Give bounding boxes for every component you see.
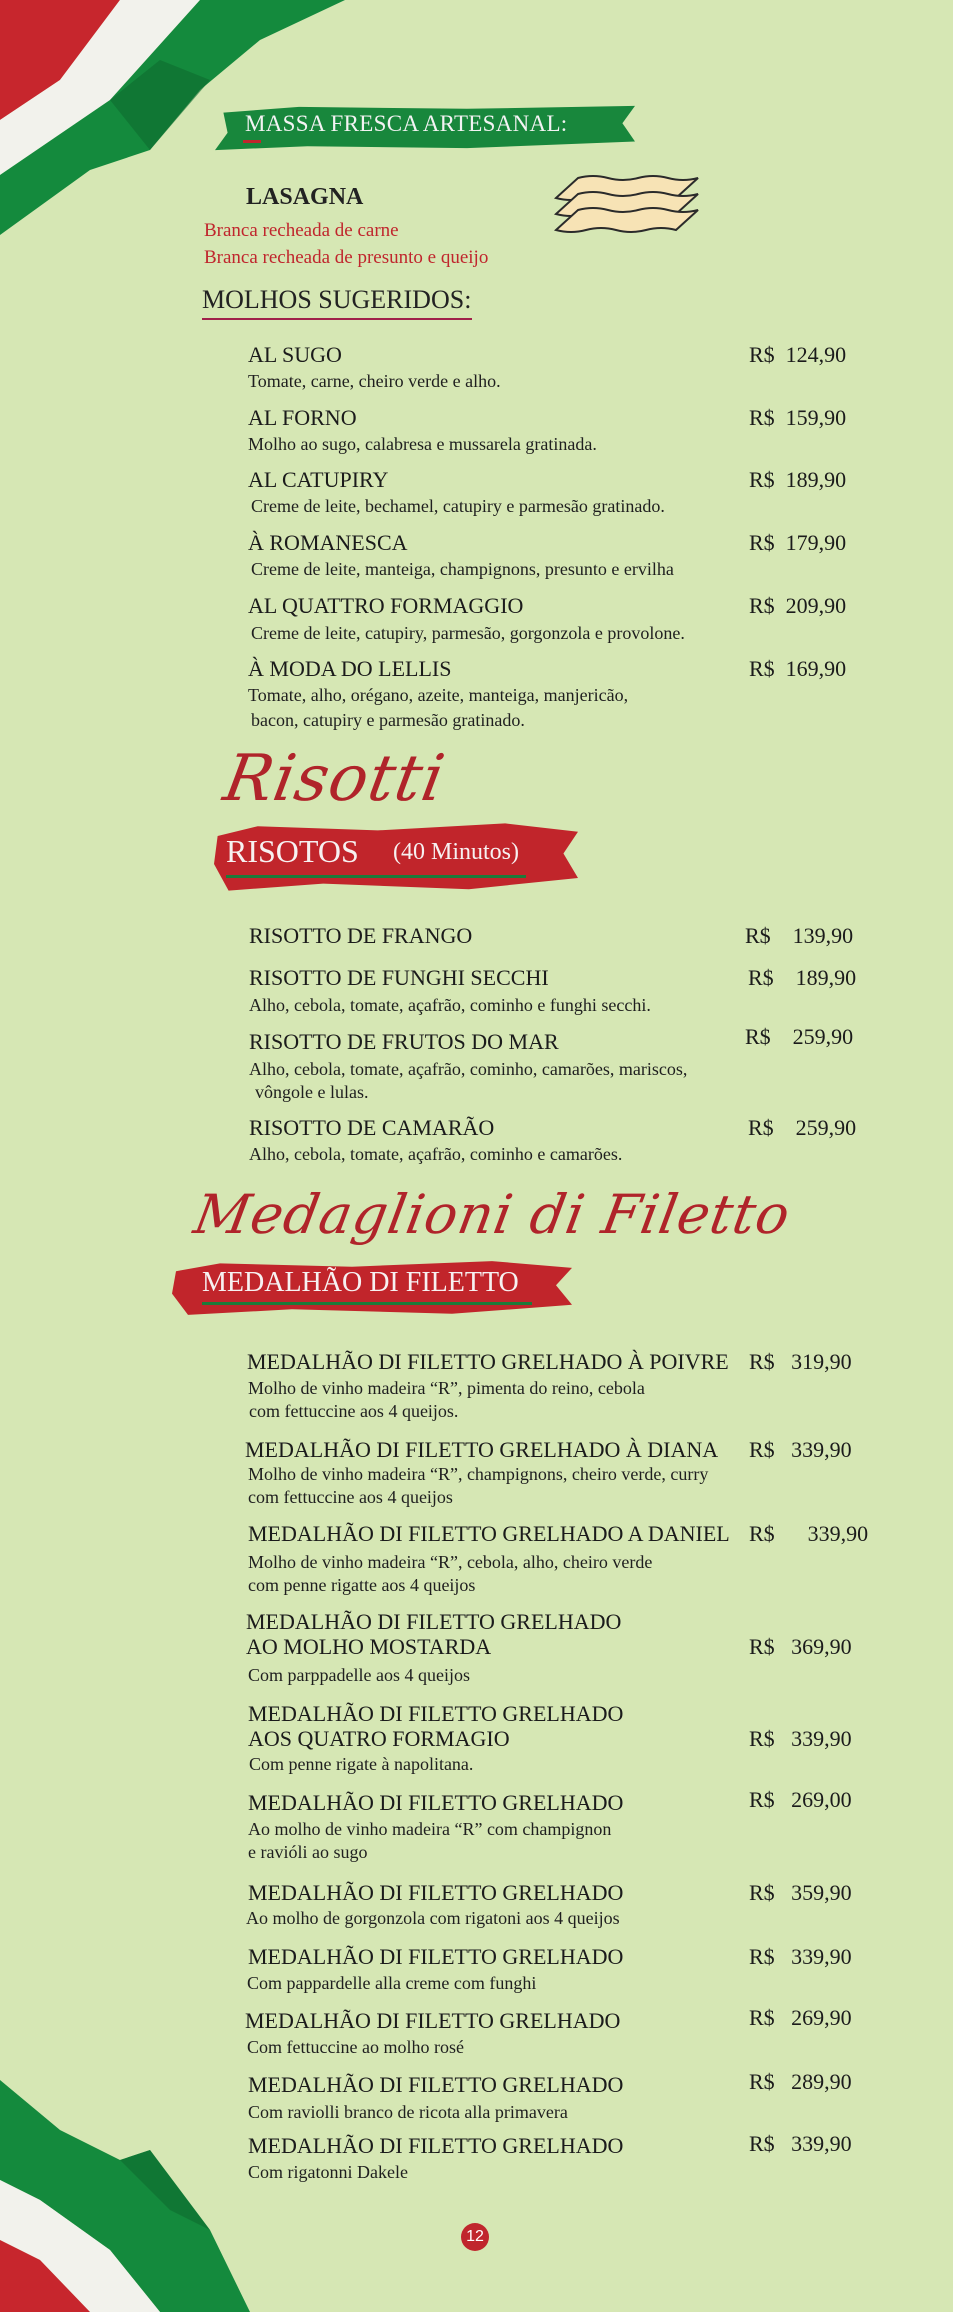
- menu-item-price: R$ 339,90: [749, 1521, 869, 1546]
- menu-item-desc: e ravióli ao sugo: [248, 1842, 368, 1862]
- menu-item-price: R$ 339,90: [749, 2131, 852, 2156]
- menu-item-name: MEDALHÃO DI FILETTO GRELHADO: [248, 2072, 624, 2097]
- menu-item-desc: bacon, catupiry e parmesão gratinado.: [251, 710, 525, 730]
- menu-item-desc: com fettuccine aos 4 queijos.: [249, 1401, 459, 1421]
- lasagna-option: Branca recheada de presunto e queijo: [204, 247, 489, 268]
- menu-item-desc: Alho, cebola, tomate, açafrão, cominho e funghi secchi.: [249, 995, 651, 1015]
- menu-item-desc: Ao molho de gorgonzola com rigatoni aos 4 queijos: [246, 1908, 620, 1928]
- menu-item-name: MEDALHÃO DI FILETTO GRELHADO: [248, 1790, 624, 1815]
- lasagna-option: Branca recheada de carne: [204, 220, 399, 241]
- page-number: 12: [461, 2223, 489, 2251]
- menu-item-price: R$ 269,90: [749, 2005, 852, 2030]
- medalhao-title: MEDALHÃO DI FILETTO: [202, 1267, 519, 1298]
- menu-item-name: MEDALHÃO DI FILETTO GRELHADO: [248, 2133, 624, 2158]
- menu-item-name: RISOTTO DE CAMARÃO: [249, 1115, 495, 1140]
- menu-item-price: R$ 259,90: [748, 1115, 857, 1140]
- risotti-script-title: Risotti: [218, 742, 451, 816]
- menu-item-name: AL CATUPIRY: [248, 467, 389, 492]
- menu-item-name: RISOTTO DE FRANGO: [249, 923, 473, 948]
- menu-item-name: MEDALHÃO DI FILETTO GRELHADO: [248, 1880, 624, 1905]
- menu-item-price: R$ 139,90: [745, 923, 854, 948]
- menu-item-price: R$ 369,90: [749, 1634, 852, 1659]
- menu-item-name: MEDALHÃO DI FILETTO GRELHADO: [248, 1701, 624, 1726]
- lasagna-title: LASAGNA: [246, 184, 364, 210]
- menu-item-desc: Com fettuccine ao molho rosé: [247, 2037, 464, 2057]
- medalhao-underline: [202, 1302, 532, 1305]
- menu-item-desc: vôngole e lulas.: [255, 1082, 369, 1102]
- menu-item-name: AL QUATTRO FORMAGGIO: [248, 593, 524, 618]
- menu-item-price: R$ 359,90: [749, 1880, 852, 1905]
- molhos-title: MOLHOS SUGERIDOS:: [202, 285, 472, 314]
- red-accent-line: [243, 140, 261, 143]
- menu-item-desc: Molho de vinho madeira “R”, champignons, cheiro verde, curry: [248, 1464, 709, 1484]
- menu-item-desc: Ao molho de vinho madeira “R” com champignon: [248, 1819, 612, 1839]
- menu-item-desc: Alho, cebola, tomate, açafrão, cominho e camarões.: [249, 1144, 623, 1164]
- menu-item-price: R$ 179,90: [749, 530, 847, 555]
- menu-item-name: À ROMANESCA: [248, 530, 408, 555]
- menu-item-desc: Creme de leite, manteiga, champignons, presunto e ervilha: [251, 559, 674, 579]
- menu-item-desc: Alho, cebola, tomate, açafrão, cominho, camarões, mariscos,: [249, 1059, 688, 1079]
- medaglioni-script-title: Medaglioni di Filetto: [189, 1183, 796, 1246]
- menu-item-name: MEDALHÃO DI FILETTO GRELHADO A DANIEL: [248, 1521, 730, 1546]
- menu-item-name: MEDALHÃO DI FILETTO GRELHADO: [248, 1944, 624, 1969]
- menu-item-name: MEDALHÃO DI FILETTO GRELHADO: [245, 2008, 621, 2033]
- menu-item-name: AOS QUATRO FORMAGIO: [248, 1726, 510, 1751]
- menu-item-name: RISOTTO DE FUNGHI SECCHI: [249, 965, 549, 990]
- menu-item-price: R$ 339,90: [749, 1726, 852, 1751]
- menu-item-price: R$ 209,90: [749, 593, 847, 618]
- menu-item-name: AO MOLHO MOSTARDA: [246, 1634, 492, 1659]
- menu-item-desc: Com rigatonni Dakele: [248, 2162, 408, 2182]
- menu-item-price: R$ 169,90: [749, 656, 847, 681]
- menu-item-name: MEDALHÃO DI FILETTO GRELHADO: [246, 1609, 622, 1634]
- risotos-title: RISOTOS: [226, 833, 359, 869]
- menu-item-desc: Creme de leite, bechamel, catupiry e parmesão gratinado.: [251, 496, 665, 516]
- menu-item-desc: com fettuccine aos 4 queijos: [248, 1487, 453, 1507]
- menu-item-price: R$ 319,90: [749, 1349, 852, 1374]
- menu-item-desc: Com penne rigate à napolitana.: [249, 1754, 474, 1774]
- menu-item-desc: Com parppadelle aos 4 queijos: [248, 1665, 470, 1685]
- lasagna-icon: [548, 172, 706, 240]
- menu-item-name: MEDALHÃO DI FILETTO GRELHADO À POIVRE: [247, 1349, 729, 1374]
- menu-item-price: R$ 339,90: [749, 1944, 852, 1969]
- menu-item-price: R$ 124,90: [749, 342, 847, 367]
- menu-item-price: R$ 339,90: [749, 1437, 852, 1462]
- menu-item-desc: Com raviolli branco de ricota alla primavera: [248, 2102, 568, 2122]
- menu-item-price: R$ 159,90: [749, 405, 847, 430]
- menu-item-desc: Tomate, carne, cheiro verde e alho.: [248, 371, 501, 391]
- menu-item-name: À MODA DO LELLIS: [248, 656, 452, 681]
- menu-item-name: MEDALHÃO DI FILETTO GRELHADO À DIANA: [245, 1437, 719, 1462]
- menu-item-name: AL FORNO: [248, 405, 357, 430]
- menu-item-price: R$ 189,90: [748, 965, 857, 990]
- menu-item-price: R$ 269,00: [749, 1787, 852, 1812]
- menu-item-price: R$ 189,90: [749, 467, 847, 492]
- menu-item-desc: Molho de vinho madeira “R”, pimenta do reino, cebola: [248, 1378, 645, 1398]
- menu-item-desc: Molho de vinho madeira “R”, cebola, alho, cheiro verde: [248, 1552, 653, 1572]
- menu-item-desc: Molho ao sugo, calabresa e mussarela gratinada.: [248, 434, 597, 454]
- risotos-underline: [226, 875, 526, 878]
- menu-item-desc: com penne rigatte aos 4 queijos: [248, 1575, 476, 1595]
- menu-item-price: R$ 259,90: [745, 1024, 854, 1049]
- menu-item-desc: Com pappardelle alla creme com funghi: [247, 1973, 537, 1993]
- menu-item-price: R$ 289,90: [749, 2069, 852, 2094]
- menu-item-name: AL SUGO: [248, 342, 342, 367]
- risotos-subtitle: (40 Minutos): [393, 839, 519, 865]
- menu-item-name: RISOTTO DE FRUTOS DO MAR: [249, 1029, 559, 1054]
- banner-massa-title: MASSA FRESCA ARTESANAL:: [245, 111, 568, 136]
- menu-item-desc: Tomate, alho, orégano, azeite, manteiga, manjericão,: [248, 685, 629, 705]
- menu-item-desc: Creme de leite, catupiry, parmesão, gorgonzola e provolone.: [251, 623, 685, 643]
- molhos-underline: [202, 318, 472, 320]
